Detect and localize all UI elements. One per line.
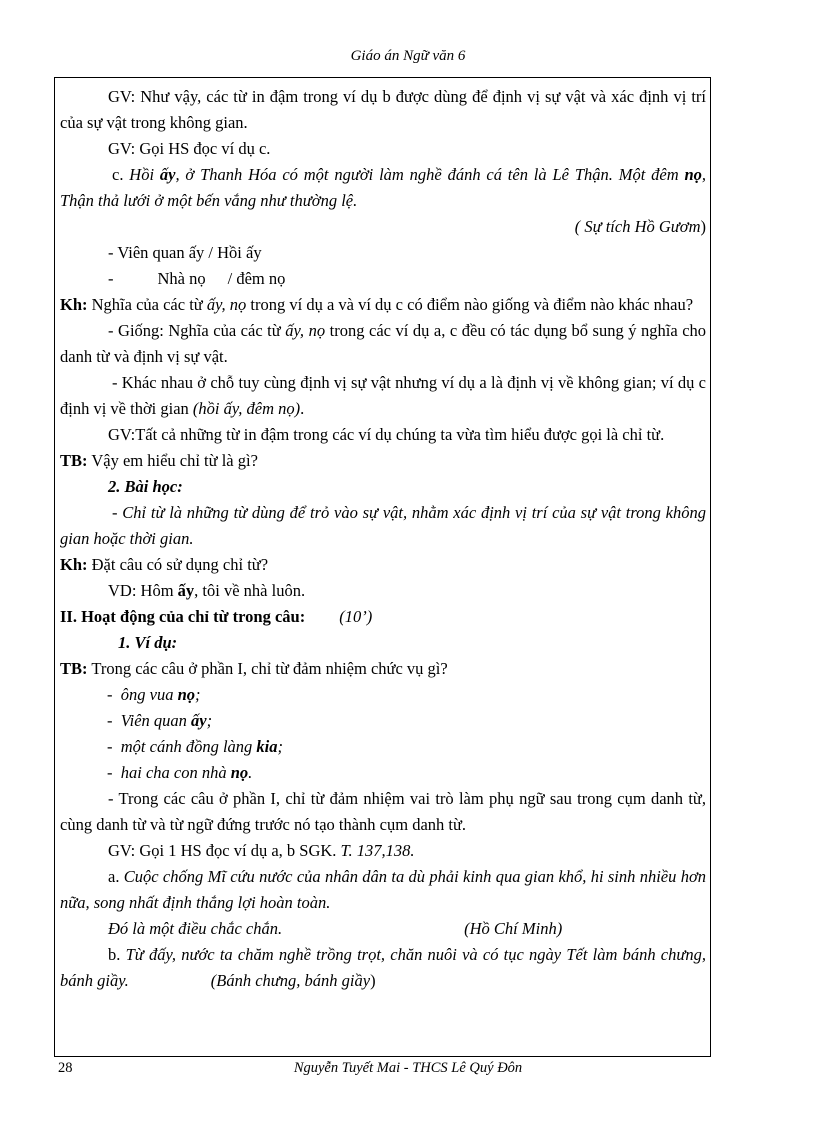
- question-kh: Kh: Đặt câu có sử dụng chỉ từ?: [60, 555, 269, 574]
- source-citation: ( Sự tích Hồ Gươm): [574, 217, 706, 236]
- lesson-content: [60, 84, 706, 994]
- list-item: - Viên quan ấy;: [107, 711, 213, 730]
- example-a-continued: Đó là một điều chắc chắn. (Hồ Chí Minh): [108, 919, 563, 938]
- page-header: Giáo án Ngữ văn 6: [350, 48, 466, 64]
- definition: - Chỉ từ là những từ dùng để trỏ vào sự vật, nhằm xác định vị trí của sự vật trong không gian hoặc thời gian.: [60, 503, 706, 548]
- example-a: a. Cuộc chống Mĩ cứu nước của nhân dân ta dù phải kinh qua gian khổ, hi sinh nhiều hơn nữa, song nhất định thắng lợi hoàn toàn.: [60, 867, 707, 912]
- paragraph: - Khác nhau ở chỗ tuy cùng định vị sự vật nhưng ví dụ a là định vị về không gian; ví dụ c định vị về thời gian (hồi ấy, đêm nọ).: [60, 373, 706, 418]
- paragraph: - Trong các câu ở phần I, chỉ từ đảm nhiệm vai trò làm phụ ngữ sau trong cụm danh từ, cùng danh từ và từ ngữ đứng trước nó tạo thành cụm danh từ.: [60, 789, 706, 834]
- footer-author: Nguyễn Tuyết Mai - THCS Lê Quý Đôn: [293, 1060, 523, 1076]
- list-item: - ông vua nọ;: [107, 685, 201, 704]
- paragraph: GV: Gọi 1 HS đọc ví dụ a, b SGK. T. 137,138.: [108, 841, 415, 860]
- page-number: 28: [58, 1060, 73, 1076]
- list-item: - một cánh đồng làng kia;: [107, 737, 284, 756]
- paragraph: GV: Gọi HS đọc ví dụ c.: [108, 139, 271, 158]
- section-heading: 1. Ví dụ:: [118, 633, 178, 652]
- paragraph: GV: Như vậy, các từ in đậm trong ví dụ b được dùng để định vị sự vật và xác định vị trí của sự vật trong không gian.: [60, 87, 706, 132]
- example-sentence: VD: Hôm ấy, tôi về nhà luôn.: [108, 581, 306, 600]
- question-tb: TB: Vậy em hiểu chỉ từ là gì?: [60, 451, 258, 470]
- section-heading: II. Hoạt động của chỉ từ trong câu: (10’): [60, 607, 373, 626]
- paragraph: GV:Tất cả những từ in đậm trong các ví dụ chúng ta vừa tìm hiểu được gọi là chỉ từ.: [108, 425, 665, 444]
- list-item: - Nhà nọ / đêm nọ: [108, 269, 286, 288]
- example-b: b. Từ đấy, nước ta chăm nghề trồng trọt, chăn nuôi và có tục ngày Tết làm bánh chưng, bánh giầy. (Bánh chưng, bánh giầy): [60, 945, 707, 990]
- list-item: - hai cha con nhà nọ.: [107, 763, 253, 782]
- example-c: c. Hồi ấy, ở Thanh Hóa có một người làm nghề đánh cá tên là Lê Thận. Một đêm nọ, Thận thả lưới ở một bến vắng như thường lệ.: [60, 165, 707, 210]
- list-item: - Viên quan ấy / Hồi ấy: [108, 243, 262, 262]
- paragraph: - Giống: Nghĩa của các từ ấy, nọ trong các ví dụ a, c đều có tác dụng bổ sung ý nghĩa cho danh từ và định vị sự vật.: [60, 321, 707, 366]
- section-heading: 2. Bài học:: [108, 477, 183, 496]
- question-tb: TB: Trong các câu ở phần I, chỉ từ đảm nhiệm chức vụ gì?: [60, 659, 448, 678]
- question-kh: Kh: Nghĩa của các từ ấy, nọ trong ví dụ a và ví dụ c có điểm nào giống và điểm nào khác nhau?: [60, 295, 694, 314]
